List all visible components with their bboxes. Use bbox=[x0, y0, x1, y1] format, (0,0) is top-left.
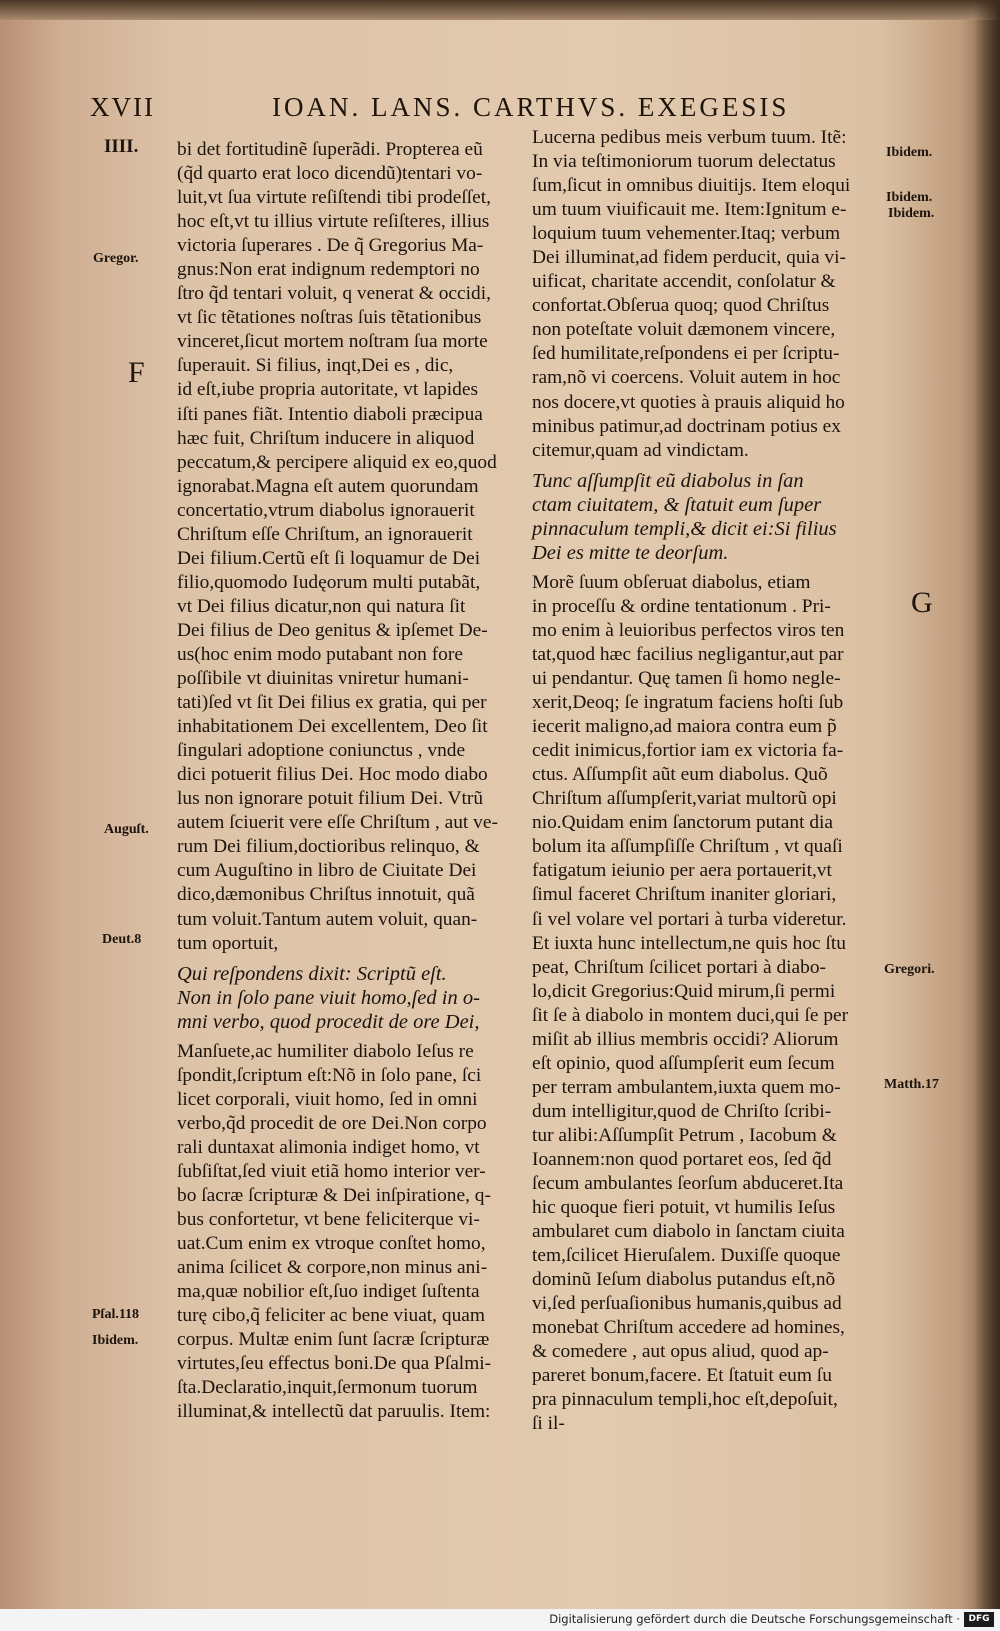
text-line: rum Dei filium,doctioribus relinquo, & bbox=[177, 836, 480, 858]
text-line: tum oportuit, bbox=[177, 932, 279, 954]
margin-note-gregori: Gregori. bbox=[884, 962, 935, 977]
text-line: ſi vel volare vel portari à turba videretur. bbox=[532, 908, 847, 930]
text-line: Chriſtum aſſumpſerit,variat multorũ opi bbox=[532, 788, 837, 810]
scripture-lemma-line: ctam ciuitatem, & ſtatuit eum ſuper bbox=[532, 493, 822, 516]
text-line: uificat, charitate accendit, conſolatur & bbox=[532, 271, 836, 293]
margin-note-matth: Matth.17 bbox=[884, 1077, 939, 1092]
text-line: vi,ſed perſuaſionibus humanis,quibus ad bbox=[532, 1293, 842, 1315]
text-line: um tuum viuificauit me. Item:Ignitum e- bbox=[532, 199, 847, 221]
footer-credit-text: Digitalisierung gefördert durch die Deutsche Forschungsgemeinschaft · bbox=[549, 1612, 960, 1626]
text-line: ctus. Aſſumpſit aũt eum diabolus. Quõ bbox=[532, 764, 828, 786]
text-line: Morẽ ſuum obſeruat diabolus, etiam bbox=[532, 571, 811, 593]
text-line: vt ſic tẽtationes noſtras ſuis tẽtationibus bbox=[177, 307, 482, 329]
text-line: dico,dæmonibus Chriſtus innotuit, quã bbox=[177, 884, 475, 906]
text-line: in proceſſu & ordine tentationum . Pri- bbox=[532, 595, 831, 617]
text-line: citemur,quam ad vindictam. bbox=[532, 439, 749, 461]
text-line: ſuperauit. Si filius, inqt,Dei es , dic, bbox=[177, 355, 454, 377]
text-line: autem ſciuerit vere eſſe Chriſtum , aut ve- bbox=[177, 812, 498, 834]
text-line: Chriſtum eſſe Chriſtum, an ignorauerit bbox=[177, 523, 473, 545]
margin-note-ibidem-3: Ibidem. bbox=[888, 206, 935, 221]
scripture-lemma-line: mni verbo, quod procedit de ore Dei, bbox=[177, 1010, 480, 1033]
text-line: ſingulari adoptione coniunctus , vnde bbox=[177, 740, 466, 762]
text-line: lo,dicit Gregorius:Quid mirum,ſi permi bbox=[532, 980, 836, 1002]
dfg-logo: DFG bbox=[964, 1612, 994, 1627]
text-line: eſt opinio, quod aſſumpſerit eum ſecum bbox=[532, 1052, 835, 1074]
text-line: peat, Chriſtum ſcilicet portari à diabo- bbox=[532, 956, 826, 978]
text-line: cedit inimicus,fortior iam ex victoria fa- bbox=[532, 740, 844, 762]
text-line: xerit,Deoq; ſe ingratum faciens hoſti ſub bbox=[532, 692, 844, 714]
text-line: Dei illuminat,ad fidem perducit, quia vi- bbox=[532, 247, 846, 269]
text-line: iecerit maligno,ad maiora contra eum p̃ bbox=[532, 716, 837, 738]
margin-note-august: Auguſt. bbox=[104, 822, 149, 837]
text-line: ſi il- bbox=[532, 1413, 565, 1435]
text-line: pareret bonum,facere. Et ſtatuit eum ſu bbox=[532, 1365, 832, 1387]
margin-note-deut: Deut.8 bbox=[102, 932, 142, 947]
text-line: tem,ſcilicet Hieruſalem. Duxiſſe quoque bbox=[532, 1245, 841, 1267]
text-line: ſecum ambulantes ſeorſum abduceret.Ita bbox=[532, 1173, 844, 1195]
text-line: & comedere , aut opus aliud, quod ap- bbox=[532, 1341, 829, 1363]
text-line: tum voluit.Tantum autem voluit, quan- bbox=[177, 908, 478, 930]
text-line: nos docere,vt quoties à prauis aliquid ho bbox=[532, 391, 845, 413]
margin-note-gregor: Gregor. bbox=[93, 251, 139, 266]
text-line: poſſibile vt diuinitas vniretur humani- bbox=[177, 668, 469, 690]
text-line: verbo,q̃d procedit de ore Dei.Non corpo bbox=[177, 1112, 487, 1134]
text-line: ſimul faceret Chriſtum inaniter gloriari, bbox=[532, 884, 837, 906]
text-line: minibus patimur,ad doctrinam potius ex bbox=[532, 415, 841, 437]
text-line: non poteſtate voluit dæmonem vincere, bbox=[532, 319, 836, 341]
text-line: Dei filium.Certũ eſt ſi loquamur de Dei bbox=[177, 547, 481, 569]
text-line: ui pendantur. Quę tamen ſi homo negle- bbox=[532, 668, 841, 690]
text-line: ram,nõ vi coercens. Voluit autem in hoc bbox=[532, 367, 841, 389]
text-line: Et iuxta hunc intellectum,ne quis hoc ſtu bbox=[532, 932, 846, 954]
text-line: ſum,ſicut in omnibus diuitijs. Item eloqui bbox=[532, 175, 851, 197]
text-line: Ioannem:non quod portaret eos, ſed q̃d bbox=[532, 1148, 832, 1170]
text-line: inhabitationem Dei excellentem, Deo ſit bbox=[177, 716, 488, 738]
text-line: ſed humilitate,reſpondens ei per ſcriptu- bbox=[532, 343, 840, 365]
text-line: anima ſcilicet & corpore,non minus ani- bbox=[177, 1257, 488, 1279]
text-line: (q̃d quarto erat loco dicendũ)tentari vo- bbox=[177, 163, 483, 185]
text-line: pra pinnaculum templi,hoc eſt,depoſuit, bbox=[532, 1389, 838, 1411]
text-line: virtutes,ſeu effectus boni.De qua Pſalmi- bbox=[177, 1353, 492, 1375]
text-line: tati)ſed vt ſit Dei filius ex gratia, qui per bbox=[177, 692, 487, 714]
text-line: us(hoc enim modo putabant non fore bbox=[177, 643, 463, 665]
section-letter-g: G bbox=[911, 586, 933, 619]
margin-note-psal: Pſal.118 bbox=[92, 1307, 140, 1322]
text-line: Dei filius de Deo genitus & ipſemet De- bbox=[177, 619, 488, 641]
text-line: uat.Cum enim ex vtroque conſtet homo, bbox=[177, 1233, 486, 1255]
scripture-lemma-line: Non in ſolo pane viuit homo,ſed in o- bbox=[177, 986, 480, 1009]
scripture-lemma-line: pinnaculum templi,& dicit ei:Si filius bbox=[532, 517, 837, 540]
text-line: dum intelligitur,quod de Chriſto ſcribi- bbox=[532, 1100, 832, 1122]
section-letter-f: F bbox=[128, 356, 145, 389]
text-line: rali duntaxat alimonia indiget homo, vt bbox=[177, 1136, 480, 1158]
left-text-column bbox=[177, 138, 522, 1424]
text-line: Manſuete,ac humiliter diabolo Ieſus re bbox=[177, 1040, 474, 1062]
text-line: gnus:Non erat indignum redemptori no bbox=[177, 259, 480, 281]
text-line: monebat Chriſtum accedere ad homines, bbox=[532, 1317, 845, 1339]
text-line: In via teſtimoniorum tuorum delectatus bbox=[532, 151, 836, 173]
text-line: licet corporali, viuit homo, ſed in omni bbox=[177, 1088, 478, 1110]
digitization-footer bbox=[0, 1609, 1000, 1631]
text-line: ſit ſe à diabolo in montem duci,qui ſe per bbox=[532, 1004, 849, 1026]
scripture-lemma-line: Dei es mitte te deorſum. bbox=[532, 541, 729, 564]
text-line: filio,quomodo Iudęorum multi putabãt, bbox=[177, 571, 481, 593]
text-line: illuminat,& intellectũ dat paruulis. Item: bbox=[177, 1401, 491, 1423]
text-line: dici potuerit filius Dei. Hoc modo diabo bbox=[177, 764, 488, 786]
text-line: bolum ita aſſumpſiſſe Chriſtum , vt quaſi bbox=[532, 836, 843, 858]
text-line: ſubſiſtat,ſed viuit etiã homo interior ver- bbox=[177, 1160, 486, 1182]
text-line: concertatio,vtrum diabolus ignorauerit bbox=[177, 499, 475, 521]
text-line: Lucerna pedibus meis verbum tuum. Itẽ: bbox=[532, 127, 847, 148]
margin-note-ibidem-2: Ibidem. bbox=[886, 190, 933, 205]
text-line: bo ſacræ ſcripturæ & Dei inſpiratione, q- bbox=[177, 1185, 491, 1207]
running-title: IOAN. LANS. CARTHVS. EXEGESIS bbox=[272, 92, 790, 122]
text-line: fatigatum ieiunio per aera portauerit,vt bbox=[532, 860, 832, 882]
text-line: corpus. Multæ enim ſunt ſacræ ſcripturæ bbox=[177, 1329, 490, 1351]
text-line: ſtro q̃d tentari voluit, q venerat & occidi, bbox=[177, 283, 491, 305]
folio-number: XVII bbox=[90, 92, 155, 122]
text-line: luit,vt ſua virtute reſiſtendi tibi prodeſſet, bbox=[177, 187, 491, 209]
right-text-column bbox=[532, 126, 882, 1437]
scripture-lemma-line: Qui reſpondens dixit: Scriptũ eſt. bbox=[177, 962, 447, 985]
text-line: vt Dei filius dicatur,non qui natura ſit bbox=[177, 595, 466, 617]
text-line: victoria ſuperares . De q̃ Gregorius Ma- bbox=[177, 235, 484, 257]
text-line: turę cibo,q̃ feliciter ac bene viuat, quam bbox=[177, 1305, 485, 1327]
text-line: ſpondit,ſcriptum eſt:Nõ in ſolo pane, ſci bbox=[177, 1064, 482, 1086]
text-line: cum Auguſtino in libro de Ciuitate Dei bbox=[177, 860, 477, 882]
text-line: hoc eſt,vt tu illius virtute reſiſteres, illius bbox=[177, 211, 490, 233]
text-line: tat,quod hæc facilius negligantur,aut par bbox=[532, 643, 844, 665]
text-line: loquium tuum vehementer.Itaq; verbum bbox=[532, 223, 841, 245]
margin-chapter-number: IIII. bbox=[104, 136, 139, 157]
text-line: hæc fuit, Chriſtum inducere in aliquod bbox=[177, 427, 475, 449]
text-line: lus non ignorare potuit filium Dei. Vtrũ bbox=[177, 788, 484, 810]
text-line: id eſt,iube propria autoritate, vt lapides bbox=[177, 379, 478, 401]
text-line: ſta.Declaratio,inquit,ſermonum tuorum bbox=[177, 1377, 478, 1399]
text-line: confortat.Obſerua quoq; quod Chriſtus bbox=[532, 295, 830, 317]
text-line: ma,quæ nobilior eſt,ſuo indiget ſuſtenta bbox=[177, 1281, 480, 1303]
text-line: peccatum,& percipere aliquid ex eo,quod bbox=[177, 451, 497, 473]
text-line: dominũ Ieſum diabolus putandus eſt,nõ bbox=[532, 1269, 836, 1291]
text-line: tur alibi:Aſſumpſit Petrum , Iacobum & bbox=[532, 1124, 837, 1146]
text-line: miſit ab illius membris occidi? Aliorum bbox=[532, 1028, 839, 1050]
text-line: bus confortetur, vt bene feliciterque vi- bbox=[177, 1209, 480, 1231]
text-line: vinceret,ſicut mortem noſtram ſua morte bbox=[177, 331, 488, 353]
text-line: ignorabat.Magna eſt autem quorundam bbox=[177, 475, 479, 497]
text-line: iſti panes fiãt. Intentio diaboli præcipua bbox=[177, 403, 483, 425]
margin-note-ibidem-left: Ibidem. bbox=[92, 1333, 139, 1348]
text-line: bi det fortitudinẽ ſuperãdi. Propterea eũ bbox=[177, 139, 483, 160]
margin-note-ibidem-1: Ibidem. bbox=[886, 145, 933, 160]
text-line: hic quoque fieri potuit, vt humilis Ieſus bbox=[532, 1197, 836, 1219]
text-line: ambularet cum diabolo in ſanctam ciuita bbox=[532, 1221, 845, 1243]
text-line: per terram ambulantem,iuxta quem mo- bbox=[532, 1076, 841, 1098]
text-line: mo enim à leuioribus perfectos viros ten bbox=[532, 619, 845, 641]
text-line: nio.Quidam enim ſanctorum putant dia bbox=[532, 812, 834, 834]
scripture-lemma-line: Tunc aſſumpſit eũ diabolus in ſan bbox=[532, 469, 804, 492]
